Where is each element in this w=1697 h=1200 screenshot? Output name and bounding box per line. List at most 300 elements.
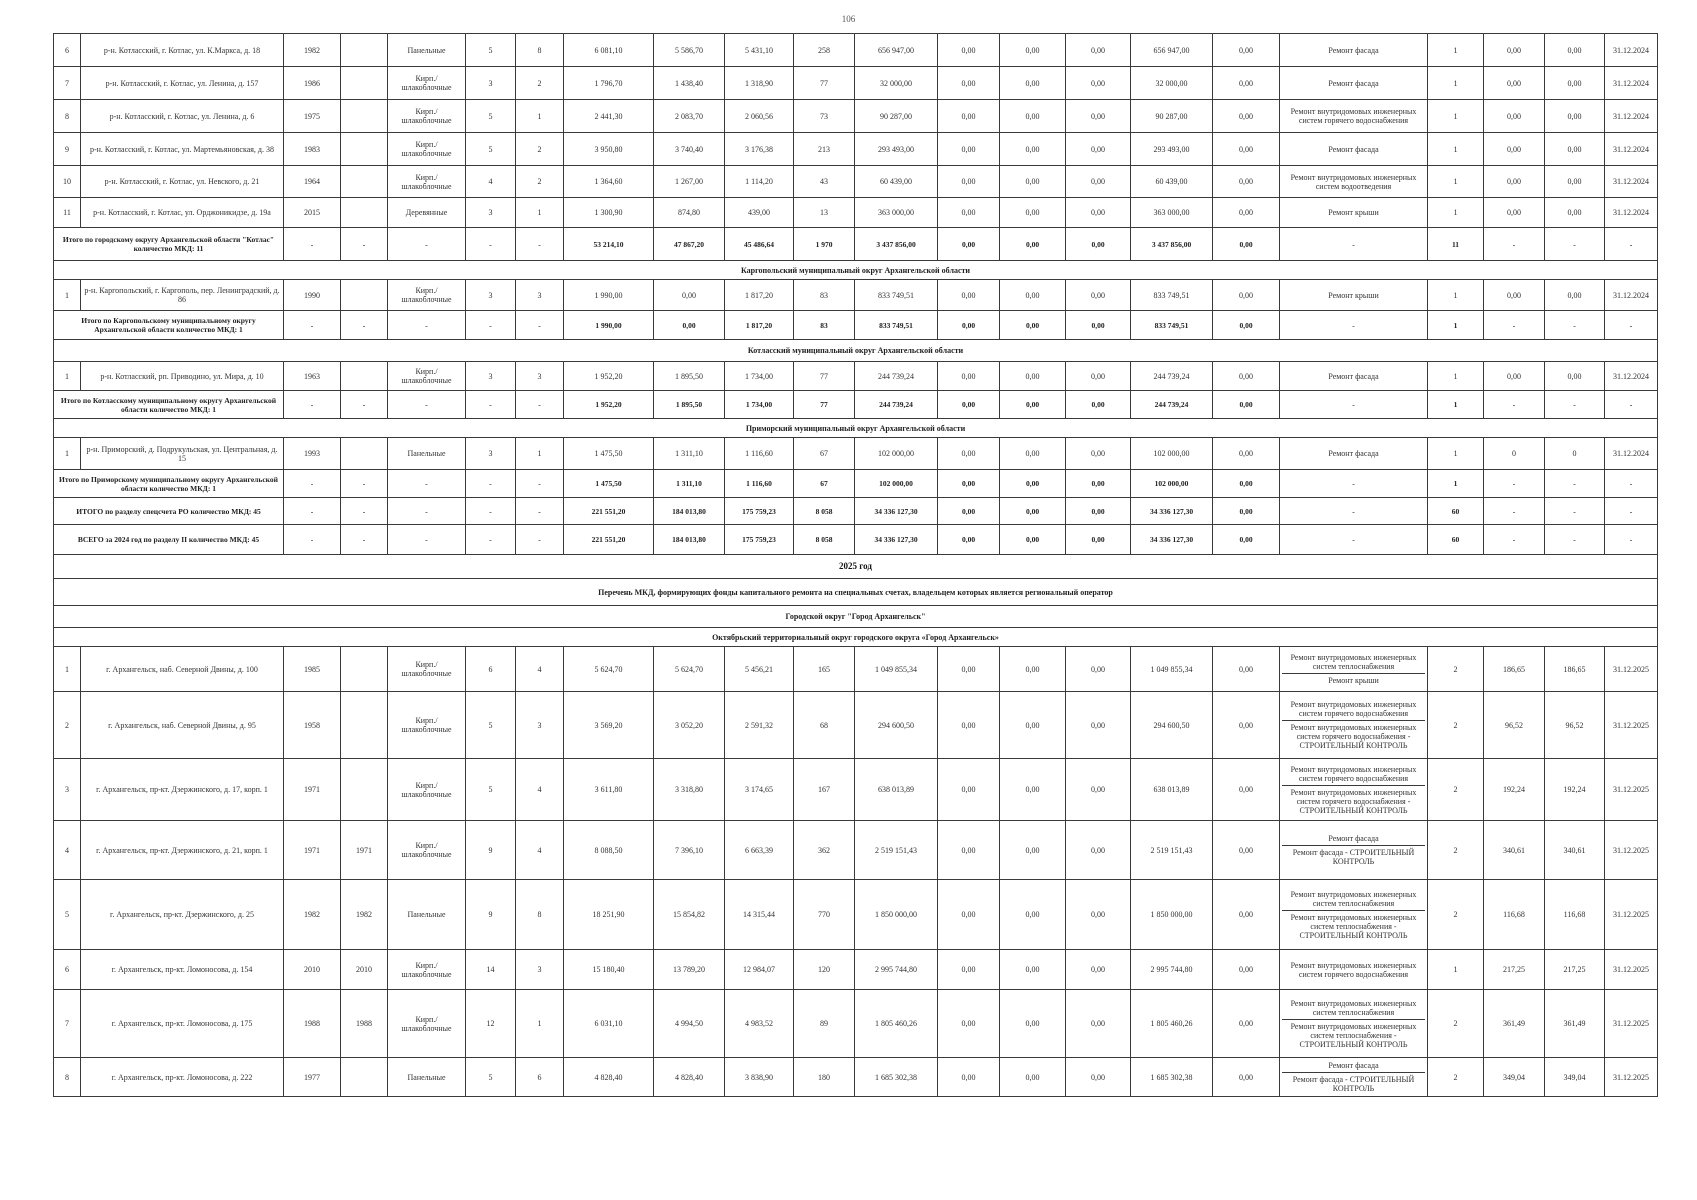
total-other-funds-cell: 0,00	[1213, 311, 1280, 340]
total-area-cell: 3 950,80	[564, 133, 654, 166]
unit-cost-dash-cell: -	[1484, 228, 1545, 261]
unit-cost-cell: 96,52	[1484, 692, 1545, 759]
unit-cost-limit-cell: 0,00	[1545, 34, 1605, 67]
total-regional-budget-cell: 0,00	[1000, 498, 1066, 525]
total-living-area-cell: 184 013,80	[654, 525, 725, 555]
work-types-dash-cell: -	[1280, 228, 1428, 261]
total-total-area-cell: 1 475,50	[564, 470, 654, 498]
federal-fund-cell: 0,00	[938, 198, 1000, 228]
repair-cost-cell: 294 600,50	[855, 692, 938, 759]
row-number-cell: 1	[54, 280, 81, 311]
unit-cost-cell: 0,00	[1484, 100, 1545, 133]
living-area-cell: 0,00	[654, 280, 725, 311]
row-number-cell: 2	[54, 692, 81, 759]
floors-cell: 6	[466, 647, 516, 692]
repair-cost-cell: 60 439,00	[855, 166, 938, 198]
total-regional-budget-cell: 0,00	[1000, 391, 1066, 419]
total-federal-fund-cell: 0,00	[938, 498, 1000, 525]
living-area-cell: 1 311,10	[654, 438, 725, 470]
work-type-item: Ремонт внутридомовых инженерных систем теплоснабжения	[1290, 889, 1417, 908]
entrances-cell: 4	[516, 821, 564, 880]
works-count-cell: 1	[1428, 34, 1484, 67]
owners-funds-cell: 32 000,00	[1131, 67, 1213, 100]
living-area-cell: 7 396,10	[654, 821, 725, 880]
repair-cost-cell: 244 739,24	[855, 362, 938, 391]
year-heading-cell: 2025 год	[54, 555, 1658, 579]
wall-material-cell: Кирп./ шлакоблочные	[388, 133, 466, 166]
owners-funds-cell: 833 749,51	[1131, 280, 1213, 311]
build-year-dash-cell: -	[284, 470, 341, 498]
regional-budget-cell: 0,00	[1000, 759, 1066, 821]
local-budget-cell: 0,00	[1066, 759, 1131, 821]
floors-cell: 9	[466, 880, 516, 950]
other-funds-cell: 0,00	[1213, 880, 1280, 950]
work-types-cell	[1280, 990, 1428, 1058]
build-year-cell: 1977	[284, 1058, 341, 1097]
address-cell: р-н. Котласский, г. Котлас, ул. Мартемьяновская, д. 38	[81, 133, 284, 166]
repair-cost-cell: 293 493,00	[855, 133, 938, 166]
commission-year-cell	[341, 198, 388, 228]
total-area-cell: 6 081,10	[564, 34, 654, 67]
other-funds-cell: 0,00	[1213, 280, 1280, 311]
local-budget-cell: 0,00	[1066, 950, 1131, 990]
other-funds-cell: 0,00	[1213, 362, 1280, 391]
owners-funds-cell: 363 000,00	[1131, 198, 1213, 228]
section-heading-cell: Октябрьский территориальный округ городского округа «Город Архангельск»	[54, 628, 1658, 647]
unit-cost-cell: 0,00	[1484, 133, 1545, 166]
work-type-item: Ремонт крыши	[1328, 208, 1379, 217]
work-types-cell	[1280, 280, 1428, 311]
total-row	[54, 228, 1658, 261]
floors-dash-cell: -	[466, 311, 516, 340]
total-local-budget-cell: 0,00	[1066, 391, 1131, 419]
commission-year-cell	[341, 759, 388, 821]
deadline-cell: 31.12.2024	[1605, 100, 1658, 133]
work-type-item: Ремонт фасада	[1328, 834, 1379, 843]
house-row	[54, 692, 1658, 759]
house-row	[54, 100, 1658, 133]
owners-funds-cell: 293 493,00	[1131, 133, 1213, 166]
build-year-dash-cell: -	[284, 391, 341, 419]
residents-area-cell: 3 176,38	[725, 133, 794, 166]
work-types-cell	[1280, 100, 1428, 133]
deadline-cell: 31.12.2025	[1605, 759, 1658, 821]
house-row	[54, 880, 1658, 950]
local-budget-cell: 0,00	[1066, 133, 1131, 166]
living-area-cell: 15 854,82	[654, 880, 725, 950]
house-row	[54, 34, 1658, 67]
wall-material-cell: Кирп./ шлакоблочные	[388, 362, 466, 391]
wall-material-dash-cell: -	[388, 525, 466, 555]
entrances-cell: 6	[516, 1058, 564, 1097]
total-repair-cost-cell: 244 739,24	[855, 391, 938, 419]
regional-budget-cell: 0,00	[1000, 692, 1066, 759]
wall-material-cell: Кирп./ шлакоблочные	[388, 166, 466, 198]
section-heading-cell: Перечень МКД, формирующих фонды капитального ремонта на специальных счетах, владельцем которых является региональный оператор	[54, 579, 1658, 606]
entrances-cell: 8	[516, 34, 564, 67]
owners-funds-cell: 638 013,89	[1131, 759, 1213, 821]
total-area-cell: 1 475,50	[564, 438, 654, 470]
build-year-cell: 2015	[284, 198, 341, 228]
total-regional-budget-cell: 0,00	[1000, 311, 1066, 340]
entrances-cell: 2	[516, 133, 564, 166]
deadline-cell: 31.12.2024	[1605, 133, 1658, 166]
address-cell: р-н. Приморский, д. Подрукульская, ул. Центральная, д. 15	[81, 438, 284, 470]
row-number-cell: 7	[54, 990, 81, 1058]
unit-cost-limit-cell: 0,00	[1545, 67, 1605, 100]
deadline-dash-cell: -	[1605, 311, 1658, 340]
total-owners-funds-cell: 102 000,00	[1131, 470, 1213, 498]
commission-year-cell	[341, 280, 388, 311]
row-number-cell: 6	[54, 34, 81, 67]
total-residents-count-cell: 8 058	[794, 498, 855, 525]
work-types-cell	[1280, 950, 1428, 990]
regional-budget-cell: 0,00	[1000, 133, 1066, 166]
total-label-cell: ИТОГО по разделу спецсчета РО количество МКД: 45	[54, 498, 284, 525]
entrances-dash-cell: -	[516, 311, 564, 340]
wall-material-cell: Кирп./ шлакоблочные	[388, 100, 466, 133]
unit-cost-cell: 0,00	[1484, 67, 1545, 100]
unit-cost-dash-cell: -	[1484, 470, 1545, 498]
section-heading-cell: Котласский муниципальный округ Архангельской области	[54, 340, 1658, 362]
work-types-cell	[1280, 692, 1428, 759]
repair-cost-cell: 638 013,89	[855, 759, 938, 821]
total-area-cell: 6 031,10	[564, 990, 654, 1058]
residents-count-cell: 68	[794, 692, 855, 759]
total-works-count-cell: 60	[1428, 498, 1484, 525]
residents-area-cell: 2 591,32	[725, 692, 794, 759]
local-budget-cell: 0,00	[1066, 880, 1131, 950]
commission-year-cell	[341, 1058, 388, 1097]
total-local-budget-cell: 0,00	[1066, 498, 1131, 525]
deadline-cell: 31.12.2024	[1605, 34, 1658, 67]
entrances-cell: 2	[516, 67, 564, 100]
row-number-cell: 6	[54, 950, 81, 990]
unit-cost-limit-cell: 186,65	[1545, 647, 1605, 692]
work-type-item: Ремонт внутридомовых инженерных систем теплоснабжения - СТРОИТЕЛЬНЫЙ КОНТРОЛЬ	[1282, 1019, 1425, 1051]
commission-year-cell	[341, 692, 388, 759]
build-year-cell: 1990	[284, 280, 341, 311]
residents-count-cell: 77	[794, 362, 855, 391]
work-type-item: Ремонт внутридомовых инженерных систем теплоснабжения	[1290, 653, 1417, 671]
section-heading-row	[54, 419, 1658, 438]
works-count-cell: 1	[1428, 950, 1484, 990]
residents-area-cell: 5 431,10	[725, 34, 794, 67]
work-type-item: Ремонт внутридомовых инженерных систем горячего водоснабжения	[1290, 960, 1417, 979]
wall-material-dash-cell: -	[388, 311, 466, 340]
total-other-funds-cell: 0,00	[1213, 470, 1280, 498]
house-row	[54, 67, 1658, 100]
living-area-cell: 5 586,70	[654, 34, 725, 67]
regional-budget-cell: 0,00	[1000, 1058, 1066, 1097]
work-types-cell	[1280, 166, 1428, 198]
address-cell: р-н. Котласский, г. Котлас, ул. К.Маркса, д. 18	[81, 34, 284, 67]
build-year-dash-cell: -	[284, 228, 341, 261]
total-area-cell: 3 611,80	[564, 759, 654, 821]
wall-material-dash-cell: -	[388, 470, 466, 498]
local-budget-cell: 0,00	[1066, 34, 1131, 67]
floors-cell: 5	[466, 759, 516, 821]
deadline-cell: 31.12.2024	[1605, 67, 1658, 100]
unit-cost-limit-cell: 0,00	[1545, 280, 1605, 311]
commission-year-cell: 1982	[341, 880, 388, 950]
wall-material-dash-cell: -	[388, 498, 466, 525]
deadline-cell: 31.12.2024	[1605, 362, 1658, 391]
total-label-cell: Итого по Каргопольскому муниципальному округу Архангельской области количество МКД: 1	[54, 311, 284, 340]
total-residents-area-cell: 1 116,60	[725, 470, 794, 498]
repair-cost-cell: 2 995 744,80	[855, 950, 938, 990]
works-count-cell: 2	[1428, 759, 1484, 821]
residents-area-cell: 4 983,52	[725, 990, 794, 1058]
total-residents-count-cell: 67	[794, 470, 855, 498]
living-area-cell: 2 083,70	[654, 100, 725, 133]
regional-budget-cell: 0,00	[1000, 362, 1066, 391]
total-owners-funds-cell: 244 739,24	[1131, 391, 1213, 419]
work-type-item: Ремонт внутридомовых инженерных систем горячего водоснабжения	[1290, 764, 1417, 783]
work-type-item: Ремонт фасада	[1328, 449, 1379, 458]
floors-dash-cell: -	[466, 391, 516, 419]
works-count-cell: 1	[1428, 280, 1484, 311]
unit-cost-cell: 0,00	[1484, 280, 1545, 311]
deadline-dash-cell: -	[1605, 470, 1658, 498]
commission-year-cell	[341, 166, 388, 198]
regional-budget-cell: 0,00	[1000, 990, 1066, 1058]
total-label-cell: Итого по Приморскому муниципальному округу Архангельской области количество МКД: 1	[54, 470, 284, 498]
entrances-dash-cell: -	[516, 391, 564, 419]
commission-year-cell: 2010	[341, 950, 388, 990]
work-type-item: Ремонт фасада - СТРОИТЕЛЬНЫЙ КОНТРОЛЬ	[1282, 845, 1425, 868]
section-heading-row	[54, 261, 1658, 280]
entrances-dash-cell: -	[516, 498, 564, 525]
residents-area-cell: 1 817,20	[725, 280, 794, 311]
commission-year-cell: 1971	[341, 821, 388, 880]
residents-area-cell: 2 060,56	[725, 100, 794, 133]
work-types-cell	[1280, 133, 1428, 166]
total-local-budget-cell: 0,00	[1066, 228, 1131, 261]
total-regional-budget-cell: 0,00	[1000, 525, 1066, 555]
wall-material-cell: Панельные	[388, 438, 466, 470]
work-type-item: Ремонт фасада	[1328, 1061, 1379, 1070]
address-cell: г. Архангельск, наб. Северной Двины, д. 95	[81, 692, 284, 759]
other-funds-cell: 0,00	[1213, 1058, 1280, 1097]
owners-funds-cell: 1 049 855,34	[1131, 647, 1213, 692]
total-area-cell: 1 796,70	[564, 67, 654, 100]
works-count-cell: 1	[1428, 198, 1484, 228]
address-cell: г. Архангельск, пр-кт. Ломоносова, д. 175	[81, 990, 284, 1058]
build-year-cell: 1971	[284, 759, 341, 821]
work-types-dash-cell: -	[1280, 311, 1428, 340]
work-types-cell	[1280, 1058, 1428, 1097]
unit-cost-cell: 217,25	[1484, 950, 1545, 990]
wall-material-cell: Кирп./ шлакоблочные	[388, 759, 466, 821]
commission-year-cell	[341, 67, 388, 100]
work-types-cell	[1280, 880, 1428, 950]
wall-material-dash-cell: -	[388, 228, 466, 261]
commission-year-dash-cell: -	[341, 525, 388, 555]
works-count-cell: 1	[1428, 362, 1484, 391]
federal-fund-cell: 0,00	[938, 133, 1000, 166]
living-area-cell: 5 624,70	[654, 647, 725, 692]
house-row	[54, 647, 1658, 692]
floors-dash-cell: -	[466, 470, 516, 498]
build-year-dash-cell: -	[284, 525, 341, 555]
commission-year-cell	[341, 647, 388, 692]
work-type-item: Ремонт фасада - СТРОИТЕЛЬНЫЙ КОНТРОЛЬ	[1282, 1072, 1425, 1095]
federal-fund-cell: 0,00	[938, 692, 1000, 759]
work-types-cell	[1280, 647, 1428, 692]
total-living-area-cell: 0,00	[654, 311, 725, 340]
section-heading-cell: Приморский муниципальный округ Архангельской области	[54, 419, 1658, 438]
deadline-cell: 31.12.2024	[1605, 280, 1658, 311]
owners-funds-cell: 244 739,24	[1131, 362, 1213, 391]
residents-count-cell: 73	[794, 100, 855, 133]
unit-cost-limit-dash-cell: -	[1545, 525, 1605, 555]
total-label-cell: ВСЕГО за 2024 год по разделу II количество МКД: 45	[54, 525, 284, 555]
unit-cost-limit-cell: 361,49	[1545, 990, 1605, 1058]
federal-fund-cell: 0,00	[938, 1058, 1000, 1097]
federal-fund-cell: 0,00	[938, 67, 1000, 100]
total-works-count-cell: 60	[1428, 525, 1484, 555]
floors-cell: 9	[466, 821, 516, 880]
other-funds-cell: 0,00	[1213, 692, 1280, 759]
total-other-funds-cell: 0,00	[1213, 391, 1280, 419]
house-row	[54, 759, 1658, 821]
deadline-cell: 31.12.2025	[1605, 647, 1658, 692]
owners-funds-cell: 102 000,00	[1131, 438, 1213, 470]
other-funds-cell: 0,00	[1213, 67, 1280, 100]
deadline-cell: 31.12.2025	[1605, 880, 1658, 950]
federal-fund-cell: 0,00	[938, 880, 1000, 950]
residents-count-cell: 83	[794, 280, 855, 311]
total-residents-area-cell: 175 759,23	[725, 525, 794, 555]
build-year-cell: 1993	[284, 438, 341, 470]
total-local-budget-cell: 0,00	[1066, 311, 1131, 340]
total-residents-count-cell: 8 058	[794, 525, 855, 555]
total-works-count-cell: 1	[1428, 311, 1484, 340]
residents-area-cell: 3 838,90	[725, 1058, 794, 1097]
wall-material-cell: Панельные	[388, 34, 466, 67]
work-type-item: Ремонт внутридомовых инженерных систем горячего водоснабжения	[1290, 107, 1417, 125]
unit-cost-cell: 0,00	[1484, 198, 1545, 228]
owners-funds-cell: 1 685 302,38	[1131, 1058, 1213, 1097]
other-funds-cell: 0,00	[1213, 34, 1280, 67]
works-count-cell: 1	[1428, 438, 1484, 470]
local-budget-cell: 0,00	[1066, 438, 1131, 470]
other-funds-cell: 0,00	[1213, 990, 1280, 1058]
commission-year-dash-cell: -	[341, 228, 388, 261]
living-area-cell: 874,80	[654, 198, 725, 228]
total-row	[54, 470, 1658, 498]
regional-budget-cell: 0,00	[1000, 34, 1066, 67]
floors-cell: 3	[466, 280, 516, 311]
work-type-item: Ремонт крыши	[1328, 290, 1379, 300]
floors-dash-cell: -	[466, 498, 516, 525]
floors-cell: 3	[466, 362, 516, 391]
house-row	[54, 166, 1658, 198]
total-row	[54, 525, 1658, 555]
repair-cost-cell: 1 850 000,00	[855, 880, 938, 950]
total-total-area-cell: 221 551,20	[564, 525, 654, 555]
total-residents-count-cell: 83	[794, 311, 855, 340]
other-funds-cell: 0,00	[1213, 759, 1280, 821]
entrances-cell: 8	[516, 880, 564, 950]
total-area-cell: 8 088,50	[564, 821, 654, 880]
living-area-cell: 4 828,40	[654, 1058, 725, 1097]
unit-cost-limit-cell: 96,52	[1545, 692, 1605, 759]
total-label-cell: Итого по городскому округу Архангельской области "Котлас" количество МКД: 11	[54, 228, 284, 261]
deadline-cell: 31.12.2025	[1605, 1058, 1658, 1097]
total-federal-fund-cell: 0,00	[938, 525, 1000, 555]
entrances-dash-cell: -	[516, 525, 564, 555]
address-cell: г. Архангельск, пр-кт. Ломоносова, д. 222	[81, 1058, 284, 1097]
total-federal-fund-cell: 0,00	[938, 391, 1000, 419]
floors-cell: 3	[466, 198, 516, 228]
total-living-area-cell: 1 311,10	[654, 470, 725, 498]
deadline-cell: 31.12.2024	[1605, 166, 1658, 198]
entrances-cell: 3	[516, 692, 564, 759]
address-cell: г. Архангельск, пр-кт. Ломоносова, д. 154	[81, 950, 284, 990]
unit-cost-limit-dash-cell: -	[1545, 311, 1605, 340]
repair-cost-cell: 90 287,00	[855, 100, 938, 133]
living-area-cell: 1 895,50	[654, 362, 725, 391]
unit-cost-limit-dash-cell: -	[1545, 498, 1605, 525]
commission-year-dash-cell: -	[341, 311, 388, 340]
total-local-budget-cell: 0,00	[1066, 525, 1131, 555]
build-year-dash-cell: -	[284, 311, 341, 340]
row-number-cell: 8	[54, 100, 81, 133]
repair-cost-cell: 363 000,00	[855, 198, 938, 228]
total-area-cell: 5 624,70	[564, 647, 654, 692]
total-residents-area-cell: 1 734,00	[725, 391, 794, 419]
entrances-cell: 1	[516, 198, 564, 228]
entrances-cell: 3	[516, 280, 564, 311]
works-count-cell: 2	[1428, 990, 1484, 1058]
work-type-item: Ремонт фасада	[1328, 371, 1379, 381]
repair-cost-cell: 1 805 460,26	[855, 990, 938, 1058]
floors-cell: 5	[466, 1058, 516, 1097]
residents-area-cell: 14 315,44	[725, 880, 794, 950]
living-area-cell: 3 740,40	[654, 133, 725, 166]
unit-cost-limit-cell: 0,00	[1545, 133, 1605, 166]
total-living-area-cell: 47 867,20	[654, 228, 725, 261]
unit-cost-cell: 361,49	[1484, 990, 1545, 1058]
total-area-cell: 1 952,20	[564, 362, 654, 391]
living-area-cell: 1 438,40	[654, 67, 725, 100]
unit-cost-cell: 0,00	[1484, 166, 1545, 198]
regional-budget-cell: 0,00	[1000, 880, 1066, 950]
total-row	[54, 311, 1658, 340]
unit-cost-limit-cell: 116,68	[1545, 880, 1605, 950]
row-number-cell: 4	[54, 821, 81, 880]
other-funds-cell: 0,00	[1213, 950, 1280, 990]
total-owners-funds-cell: 3 437 856,00	[1131, 228, 1213, 261]
build-year-cell: 1983	[284, 133, 341, 166]
total-repair-cost-cell: 833 749,51	[855, 311, 938, 340]
repair-cost-cell: 2 519 151,43	[855, 821, 938, 880]
total-area-cell: 15 180,40	[564, 950, 654, 990]
residents-count-cell: 77	[794, 67, 855, 100]
wall-material-cell: Деревянные	[388, 198, 466, 228]
repair-register-table	[53, 33, 1658, 1097]
floors-dash-cell: -	[466, 228, 516, 261]
total-federal-fund-cell: 0,00	[938, 311, 1000, 340]
row-number-cell: 10	[54, 166, 81, 198]
build-year-cell: 1985	[284, 647, 341, 692]
commission-year-cell	[341, 100, 388, 133]
unit-cost-dash-cell: -	[1484, 525, 1545, 555]
commission-year-dash-cell: -	[341, 391, 388, 419]
regional-budget-cell: 0,00	[1000, 821, 1066, 880]
